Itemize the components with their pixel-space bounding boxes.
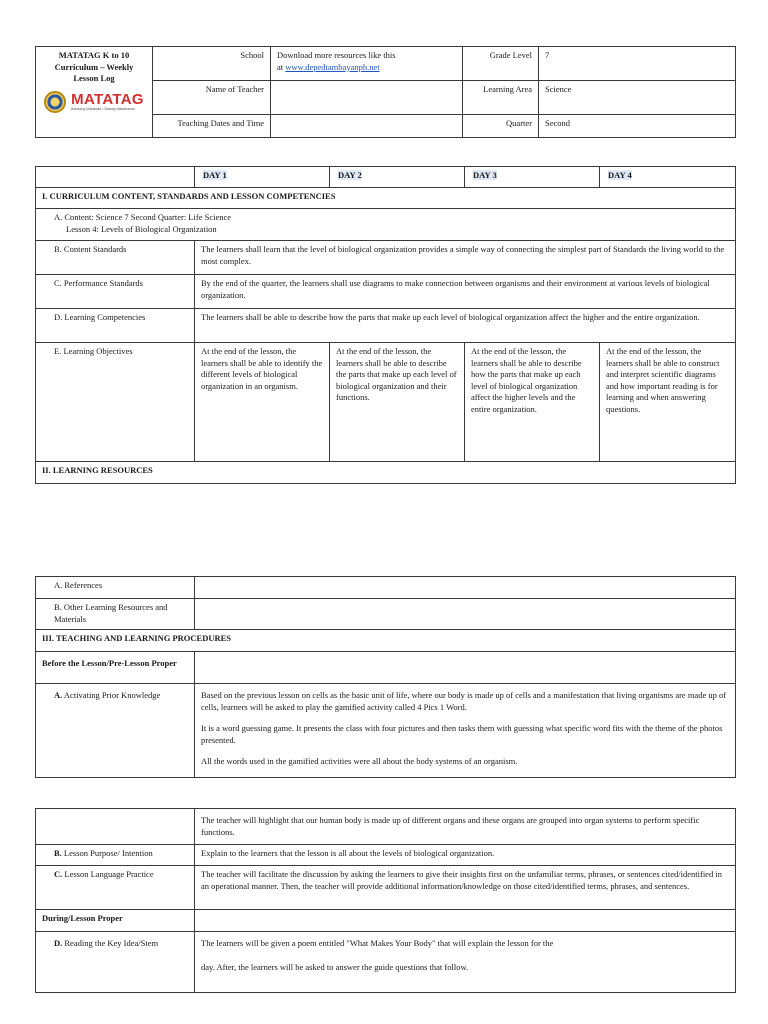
continued-text: The teacher will highlight that our human body is made up of different organs and these organs are grouped into organ systems to perform specific functions. xyxy=(195,809,736,845)
matatag-wordmark: MATATAG xyxy=(71,90,144,108)
content-standards-label: B. Content Standards xyxy=(36,241,195,275)
during-lesson-value xyxy=(195,910,736,932)
references-label: A. References xyxy=(36,577,195,599)
deped-link[interactable]: www.depedtambayanph.net xyxy=(285,61,380,72)
day-1-header: DAY 1 xyxy=(203,170,227,180)
procedures-table xyxy=(35,576,736,778)
content-standards-value: The learners shall learn that the level of biological organization provides a simple way of connecting the simplest part of Standards the living world to the most complex. xyxy=(195,241,736,275)
day-4-header: DAY 4 xyxy=(608,170,632,180)
continued-label xyxy=(36,809,195,845)
activating-knowledge-value xyxy=(195,684,736,778)
section-2-heading: II. LEARNING RESOURCES xyxy=(36,462,736,484)
reading-key-idea-label-cell xyxy=(36,932,195,993)
content-line-1: A. Content: Science 7 Second Quarter: Life Science xyxy=(54,212,232,222)
teaching-dates-value xyxy=(271,115,463,138)
quarter-label: Quarter xyxy=(463,115,539,138)
day-3-header: DAY 3 xyxy=(473,170,497,180)
reading-paragraph-2: day. After, the learners will be asked to answer the guide questions that follow. xyxy=(201,961,469,972)
language-practice-label: Lesson Language Practice xyxy=(64,869,154,879)
school-value xyxy=(271,47,463,81)
header-title-cell xyxy=(36,47,153,138)
activating-knowledge-label: Activating Prior Knowledge xyxy=(63,690,161,700)
teaching-dates-label: Teaching Dates and Time xyxy=(153,115,271,138)
matatag-logo xyxy=(42,91,146,113)
before-lesson-value xyxy=(195,652,736,684)
school-label: School xyxy=(153,47,271,81)
lesson-purpose-label: Lesson Purpose/ Intention xyxy=(63,848,153,858)
section-1-heading: I. CURRICULUM CONTENT, STANDARDS AND LESSON COMPETENCIES xyxy=(36,188,736,209)
school-value-at: at xyxy=(277,61,284,72)
learning-area-label: Learning Area xyxy=(463,81,539,115)
during-lesson-label: During/Lesson Proper xyxy=(36,910,195,932)
objective-day-2: At the end of the lesson, the learners shall be able to describe the parts that make up each level of biological organization and their functions. xyxy=(330,343,465,462)
matatag-tagline: Bansang Makabata • Batang Makabansa xyxy=(71,106,135,111)
lesson-purpose-value: Explain to the learners that the lesson is all about the levels of biological organization. xyxy=(195,845,736,866)
reading-key-idea-value xyxy=(195,932,736,993)
reading-key-idea-label: Reading the Key Idea/Stem xyxy=(64,938,159,948)
lesson-purpose-label-cell xyxy=(36,845,195,866)
blank-header-cell xyxy=(36,167,195,188)
activating-paragraph-3: All the words used in the gamified activities were all about the body systems of an organism. xyxy=(201,756,518,766)
curriculum-table xyxy=(35,166,736,484)
references-value xyxy=(195,577,736,599)
objective-day-3: At the end of the lesson, the learners shall be able to describe how the parts that make up each level of biological organization affect the higher levels and the entire organization. xyxy=(465,343,600,462)
other-resources-value xyxy=(195,599,736,630)
purpose-letter: B. xyxy=(54,848,62,858)
activating-paragraph-2: It is a word guessing game. It presents the class with four pictures and then tasks them with guessing what specific word fits with the theme of the photos presented. xyxy=(201,723,723,745)
grade-level-value: 7 xyxy=(539,47,736,81)
language-practice-value: The teacher will facilitate the discussion by asking the learners to give their insights first on the unfamiliar terms, phrases, or sentences cited/identified in an operational manner. Then, the teacher will provide additional information/knowledge on those cited/identified terms, phrases, and sentences. xyxy=(195,866,736,910)
learning-objectives-label: E. Learning Objectives xyxy=(36,343,195,462)
teacher-label: Name of Teacher xyxy=(153,81,271,115)
activating-paragraph-1: Based on the previous lesson on cells as the basic unit of life, where our body is made up of cells and a manifestation that living organisms are made up of cells, learners will be asked to play the gamified activity called 4 Pics 1 Word. xyxy=(201,690,727,712)
performance-standards-value: By the end of the quarter, the learners shall use diagrams to make connection between organisms and their environment at various levels of biological organization. xyxy=(195,275,736,309)
section-3-heading: III. TEACHING AND LEARNING PROCEDURES xyxy=(36,630,736,652)
teacher-value xyxy=(271,81,463,115)
learning-area-value: Science xyxy=(539,81,736,115)
other-resources-label: B. Other Learning Resources and Materials xyxy=(36,599,195,630)
learning-competencies-value: The learners shall be able to describe how the parts that make up each level of biological organization affect the higher and the entire organization. xyxy=(195,309,736,343)
school-value-line1: Download more resources like this xyxy=(277,50,396,60)
grade-level-label: Grade Level xyxy=(463,47,539,81)
language-practice-label-cell xyxy=(36,866,195,910)
objective-day-1: At the end of the lesson, the learners shall be able to identify the different levels of biological organization in an organism. xyxy=(195,343,330,462)
reading-letter: D. xyxy=(54,938,63,948)
lesson-log-title: MATATAG K to 10 Curriculum – Weekly Lesson Log xyxy=(54,50,134,83)
deped-seal-icon xyxy=(44,91,66,113)
learning-competencies-label: D. Learning Competencies xyxy=(36,309,195,343)
objective-day-4: At the end of the lesson, the learners shall be able to construct and interpret scientific diagrams and how important reading is for learning and when answering questions. xyxy=(600,343,736,462)
quarter-value: Second xyxy=(539,115,736,138)
activating-knowledge-label-cell xyxy=(36,684,195,778)
content-cell xyxy=(36,209,736,241)
procedures-table-continued xyxy=(35,808,736,993)
language-letter: C. xyxy=(54,869,63,879)
content-line-2: Lesson 4: Levels of Biological Organization xyxy=(66,223,217,234)
performance-standards-label: C. Performance Standards xyxy=(36,275,195,309)
day-2-header: DAY 2 xyxy=(338,170,362,180)
activating-letter: A. xyxy=(54,690,63,700)
header-table xyxy=(35,46,736,138)
before-lesson-label: Before the Lesson/Pre-Lesson Proper xyxy=(36,652,195,684)
reading-paragraph-1: The learners will be given a poem entitled "What Makes Your Body" that will explain the lesson for the xyxy=(201,938,554,948)
